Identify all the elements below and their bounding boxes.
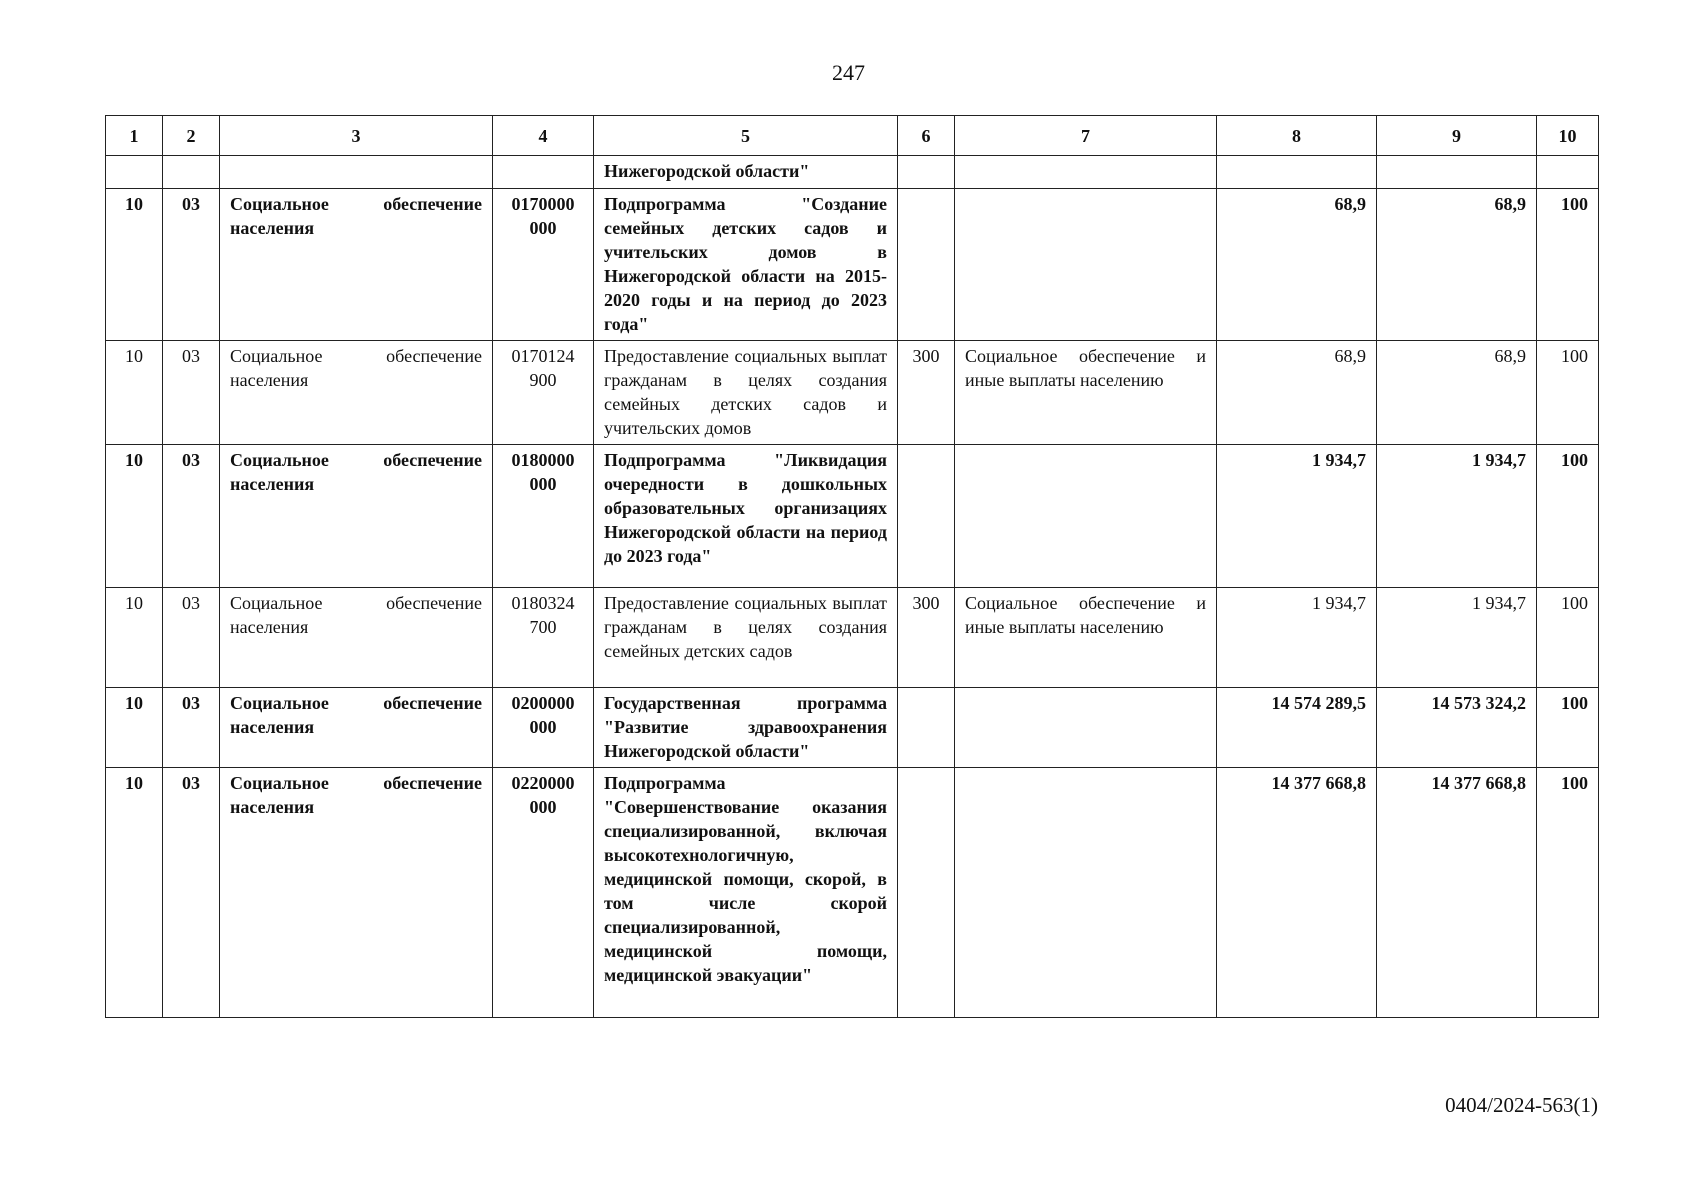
target-item-code-part: 0170124 [511, 346, 575, 366]
table-body [106, 156, 1599, 1018]
section-code-cell: 10 [106, 189, 163, 341]
subsection-code-cell [163, 156, 220, 189]
section-name-line: населения [230, 218, 315, 238]
expense-type-name-cell [955, 156, 1217, 189]
section-name-line: Социальное обеспечение [230, 450, 482, 470]
section-name-line: населения [230, 797, 315, 817]
section-name-cell [220, 588, 493, 688]
section-name-line: населения [230, 370, 309, 390]
planned-amount-cell: 68,9 [1217, 341, 1377, 445]
expense-type-code-cell [898, 156, 955, 189]
planned-amount-cell [1217, 156, 1377, 189]
target-item-code-part: 0180000 [511, 450, 575, 470]
target-item-code-part: 700 [529, 617, 557, 637]
target-item-code-part: 000 [529, 474, 557, 494]
section-name-line: Социальное обеспечение [230, 346, 482, 366]
expense-type-code-cell: 300 [898, 588, 955, 688]
target-item-code-part: 0180324 [511, 593, 575, 613]
section-name-line: Социальное обеспечение [230, 593, 482, 613]
table-header-row [106, 116, 1599, 156]
target-item-code-part: 000 [529, 717, 557, 737]
planned-amount-cell: 14 377 668,8 [1217, 768, 1377, 1018]
table-row [106, 341, 1599, 445]
expense-type-code-cell [898, 688, 955, 768]
execution-percent-cell: 100 [1537, 688, 1599, 768]
target-item-code-part: 900 [529, 370, 557, 390]
executed-amount-cell: 1 934,7 [1377, 588, 1537, 688]
execution-percent-cell [1537, 156, 1599, 189]
table-row [106, 189, 1599, 341]
section-name-cell [220, 688, 493, 768]
execution-percent-cell: 100 [1537, 341, 1599, 445]
section-code-cell: 10 [106, 445, 163, 588]
execution-percent-cell: 100 [1537, 768, 1599, 1018]
section-code-cell: 10 [106, 688, 163, 768]
expense-type-name-cell [955, 768, 1217, 1018]
target-item-code-cell [493, 768, 594, 1018]
budget-table [105, 115, 1599, 1018]
column-header: 5 [594, 116, 898, 156]
planned-amount-cell: 1 934,7 [1217, 445, 1377, 588]
executed-amount-cell: 68,9 [1377, 189, 1537, 341]
planned-amount-cell: 68,9 [1217, 189, 1377, 341]
item-description-cell: Подпрограмма "Ликвидация очередности в дошкольных образовательных организациях Нижегородской области на период до 2023 года" [594, 445, 898, 588]
item-description-cell: Государственная программа "Развитие здравоохранения Нижегородской области" [594, 688, 898, 768]
planned-amount-cell: 14 574 289,5 [1217, 688, 1377, 768]
column-header: 3 [220, 116, 493, 156]
executed-amount-cell: 68,9 [1377, 341, 1537, 445]
expense-type-code-cell [898, 768, 955, 1018]
target-item-code-part: 0200000 [511, 693, 575, 713]
subsection-code-cell: 03 [163, 588, 220, 688]
section-name-cell [220, 445, 493, 588]
section-name-cell [220, 156, 493, 189]
subsection-code-cell: 03 [163, 445, 220, 588]
target-item-code-cell [493, 189, 594, 341]
target-item-code-part: 000 [529, 797, 557, 817]
expense-type-name-cell: Социальное обеспечение и иные выплаты населению [955, 341, 1217, 445]
subsection-code-cell: 03 [163, 341, 220, 445]
target-item-code-cell [493, 688, 594, 768]
column-header: 8 [1217, 116, 1377, 156]
item-description-cell: Подпрограмма "Создание семейных детских садов и учительских домов в Нижегородской области на 2015-2020 годы и на период до 2023 года" [594, 189, 898, 341]
execution-percent-cell: 100 [1537, 445, 1599, 588]
table-row [106, 768, 1599, 1018]
table-row [106, 688, 1599, 768]
column-header: 9 [1377, 116, 1537, 156]
target-item-code-part: 0170000 [511, 194, 575, 214]
item-description-cell: Подпрограмма "Совершенствование оказания специализированной, включая высокотехнологичную, медицинской помощи, скорой, в том числе скорой специализированной, медицинской помощи, медицинской эвакуации" [594, 768, 898, 1018]
target-item-code-cell [493, 445, 594, 588]
expense-type-code-cell: 300 [898, 341, 955, 445]
table-row [106, 588, 1599, 688]
section-name-line: населения [230, 617, 309, 637]
section-name-line: Социальное обеспечение [230, 693, 482, 713]
expense-type-name-cell: Социальное обеспечение и иные выплаты населению [955, 588, 1217, 688]
subsection-code-cell: 03 [163, 688, 220, 768]
section-name-line: Социальное обеспечение [230, 773, 482, 793]
column-header: 1 [106, 116, 163, 156]
executed-amount-cell: 1 934,7 [1377, 445, 1537, 588]
section-name-line: населения [230, 474, 315, 494]
page-number: 247 [832, 60, 865, 85]
section-name-line: населения [230, 717, 315, 737]
section-code-cell: 10 [106, 768, 163, 1018]
expense-type-code-cell [898, 189, 955, 341]
section-name-line: Социальное обеспечение [230, 194, 482, 214]
subsection-code-cell: 03 [163, 768, 220, 1018]
column-header: 4 [493, 116, 594, 156]
expense-type-code-cell [898, 445, 955, 588]
executed-amount-cell: 14 573 324,2 [1377, 688, 1537, 768]
section-code-cell: 10 [106, 341, 163, 445]
section-code-cell: 10 [106, 588, 163, 688]
column-header: 7 [955, 116, 1217, 156]
executed-amount-cell: 14 377 668,8 [1377, 768, 1537, 1018]
execution-percent-cell: 100 [1537, 189, 1599, 341]
item-description-cell: Нижегородской области" [594, 156, 898, 189]
section-name-cell [220, 189, 493, 341]
table-row [106, 445, 1599, 588]
target-item-code-part: 0220000 [511, 773, 575, 793]
target-item-code-part: 000 [529, 218, 557, 238]
target-item-code-cell [493, 588, 594, 688]
column-header: 2 [163, 116, 220, 156]
target-item-code-cell [493, 156, 594, 189]
subsection-code-cell: 03 [163, 189, 220, 341]
table-row [106, 156, 1599, 189]
expense-type-name-cell [955, 688, 1217, 768]
column-header: 6 [898, 116, 955, 156]
expense-type-name-cell [955, 189, 1217, 341]
item-description-cell: Предоставление социальных выплат гражданам в целях создания семейных детских садов [594, 588, 898, 688]
document-code: 0404/2024-563(1) [1445, 1093, 1598, 1117]
item-description-cell: Предоставление социальных выплат гражданам в целях создания семейных детских садов и учительских домов [594, 341, 898, 445]
expense-type-name-cell [955, 445, 1217, 588]
section-name-cell [220, 341, 493, 445]
planned-amount-cell: 1 934,7 [1217, 588, 1377, 688]
section-code-cell [106, 156, 163, 189]
section-name-cell [220, 768, 493, 1018]
target-item-code-cell [493, 341, 594, 445]
execution-percent-cell: 100 [1537, 588, 1599, 688]
column-header: 10 [1537, 116, 1599, 156]
executed-amount-cell [1377, 156, 1537, 189]
